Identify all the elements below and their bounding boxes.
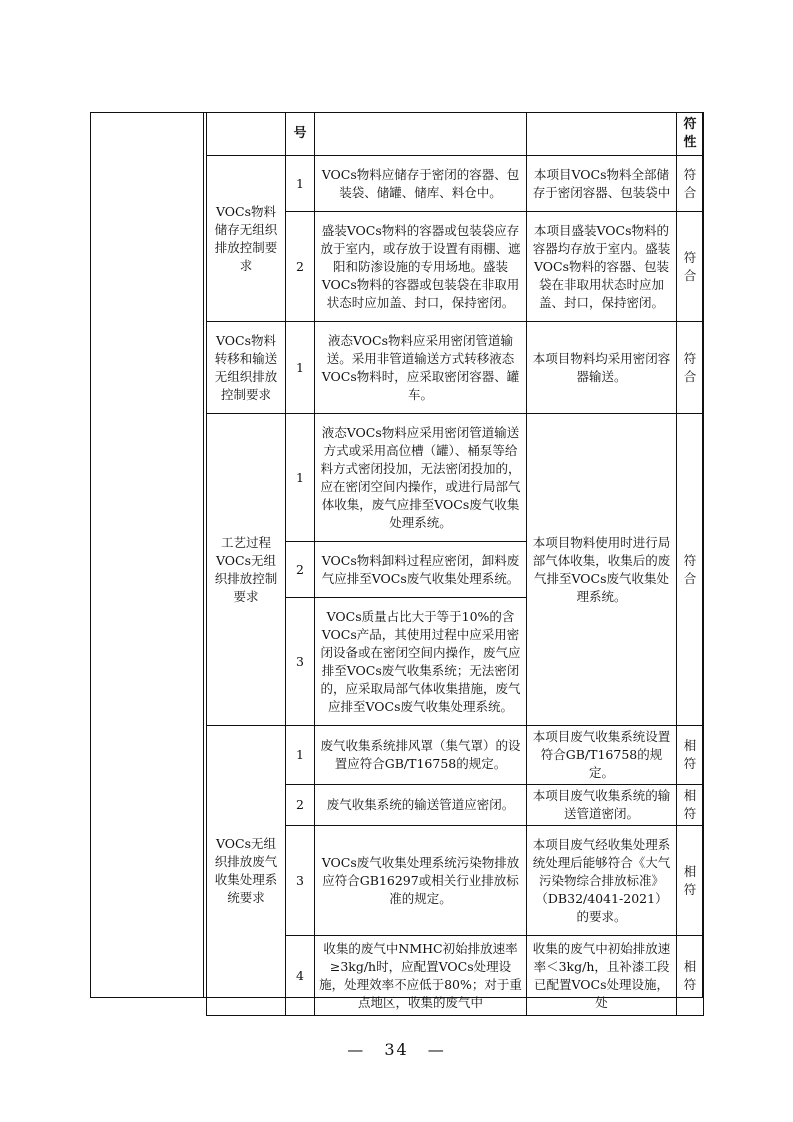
project-status-text: 本项目废气收集系统设置符合GB/T16758的规定。: [527, 726, 677, 785]
row-number: 1: [286, 322, 315, 414]
table-row: [207, 414, 704, 542]
header-result-cell: 符性: [677, 113, 704, 156]
row-number: 1: [286, 156, 315, 212]
category-cell: VOCs无组织排放废气收集处理系统要求: [207, 726, 286, 1016]
page-number: 34: [384, 1040, 409, 1059]
compliance-result: 符合: [677, 322, 704, 414]
requirement-text: 盛装VOCs物料的容器或包装袋应存放于室内，或存放于设置有雨棚、遮阳和防渗设施的专用场地。盛装VOCs物料的容器或包装袋在非取用状态时应加盖、封口，保持密闭。: [315, 212, 527, 322]
compliance-result: 相符: [677, 936, 704, 1016]
requirement-text: VOCs物料应储存于密闭的容器、包装袋、储罐、储库、料仓中。: [315, 156, 527, 212]
requirement-text: 液态VOCs物料应采用密闭管道输送。采用非管道输送方式转移液态VOCs物料时，应采取密闭容器、罐车。: [315, 322, 527, 414]
table-row: [207, 726, 704, 785]
row-number: 2: [286, 212, 315, 322]
project-status-text: 本项目物料均采用密闭容器输送。: [527, 322, 677, 414]
compliance-result: 相符: [677, 826, 704, 936]
project-status-text: 收集的废气中初始排放速率＜3kg/h，且补漆工段已配置VOCs处理设施，处: [527, 936, 677, 1016]
compliance-result: 符合: [677, 212, 704, 322]
project-status-text: 本项目废气收集系统的输送管道密闭。: [527, 785, 677, 826]
category-cell: 工艺过程VOCs无组织排放控制要求: [207, 414, 286, 726]
row-number: 1: [286, 414, 315, 542]
header-category-cell: [207, 113, 286, 156]
table-row: [207, 156, 704, 212]
project-status-text: 本项目废气经收集处理系统处理后能够符合《大气污染物综合排放标准》（DB32/4041-2021）的要求。: [527, 826, 677, 936]
header-req-cell: [315, 113, 527, 156]
outer-left-column: [91, 113, 204, 997]
requirement-text: 收集的废气中NMHC初始排放速率≥3kg/h时，应配置VOCs处理设施，处理效率不应低于80%；对于重点地区，收集的废气中: [315, 936, 527, 1016]
table-row: [207, 322, 704, 414]
row-number: 2: [286, 785, 315, 826]
project-status-text: 本项目盛装VOCs物料的容器均存放于室内。盛装VOCs物料的容器、包装袋在非取用状态时应加盖、封口，保持密闭。: [527, 212, 677, 322]
project-status-text: 本项目物料使用时进行局部气体收集，收集后的废气排至VOCs废气收集处理系统。: [527, 414, 677, 726]
compliance-result: 符合: [677, 156, 704, 212]
table-header-row: [207, 113, 704, 156]
header-no-cell: 号: [286, 113, 315, 156]
requirement-text: 液态VOCs物料应采用密闭管道输送方式或采用高位槽（罐）、桶泵等给料方式密闭投加，无法密闭投加的，应在密闭空间内操作，或进行局部气体收集，废气应排至VOCs废气收集处理系统。: [315, 414, 527, 542]
category-cell: VOCs物料储存无组织排放控制要求: [207, 156, 286, 322]
requirement-text: 废气收集系统的输送管道应密闭。: [315, 785, 527, 826]
compliance-result: 符合: [677, 414, 704, 726]
row-number: 2: [286, 542, 315, 598]
category-cell: VOCs物料转移和输送无组织排放控制要求: [207, 322, 286, 414]
page-footer: [0, 1040, 793, 1059]
requirement-text: VOCs质量占比大于等于10%的含VOCs产品，其使用过程中应采用密闭设备或在密闭空间内操作，废气应排至VOCs废气收集系统；无法密闭的，应采取局部气体收集措施，废气应排至VOCs废气收集处理系统。: [315, 598, 527, 726]
row-number: 1: [286, 726, 315, 785]
requirement-text: VOCs物料卸料过程应密闭，卸料废气应排至VOCs废气收集处理系统。: [315, 542, 527, 598]
requirements-table: [206, 112, 704, 1016]
compliance-result: 相符: [677, 785, 704, 826]
project-status-text: 本项目VOCs物料全部储存于密闭容器、包装袋中: [527, 156, 677, 212]
row-number: 3: [286, 826, 315, 936]
footer-dash-right: —: [427, 1040, 446, 1059]
compliance-result: 相符: [677, 726, 704, 785]
row-number: 4: [286, 936, 315, 1016]
requirement-text: VOCs废气收集处理系统污染物排放应符合GB16297或相关行业排放标准的规定。: [315, 826, 527, 936]
row-number: 3: [286, 598, 315, 726]
footer-dash-left: —: [347, 1040, 366, 1059]
requirement-text: 废气收集系统排风罩（集气罩）的设置应符合GB/T16758的规定。: [315, 726, 527, 785]
header-status-cell: [527, 113, 677, 156]
